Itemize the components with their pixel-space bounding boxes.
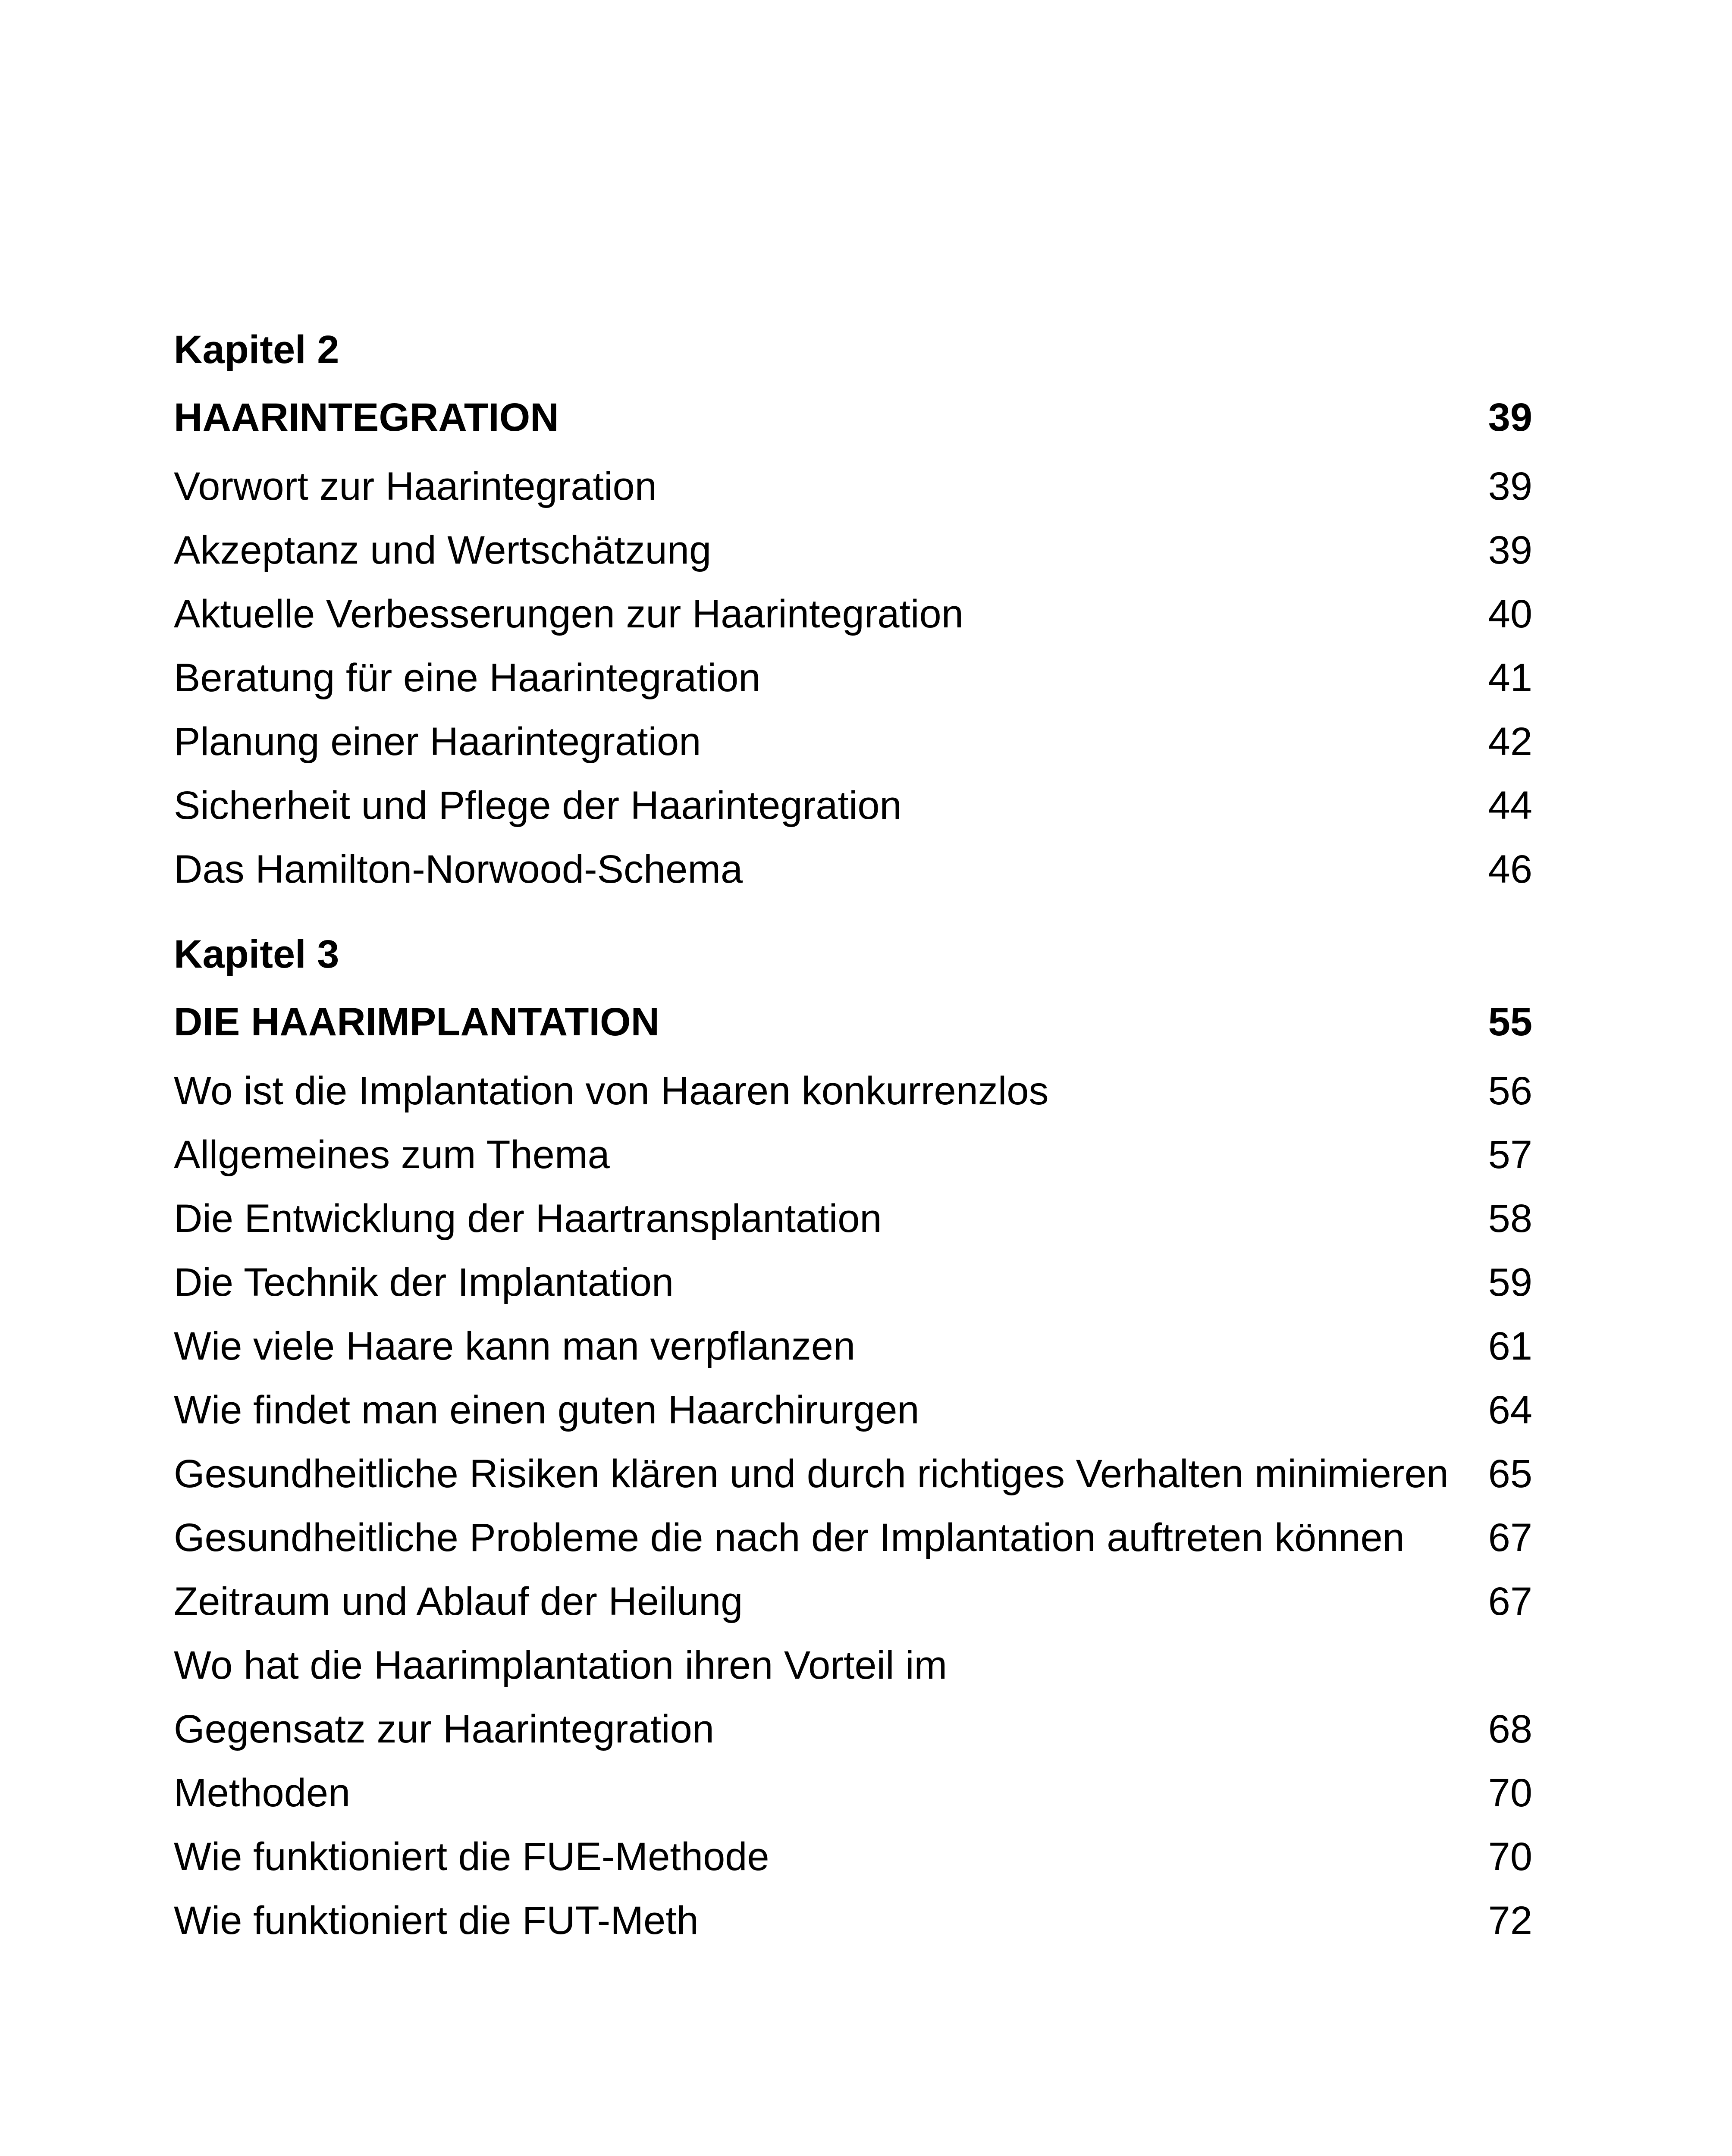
toc-entry-title: Akzeptanz und Wertschätzung [174,528,712,572]
toc-entry [174,646,1532,710]
toc-entry [174,1123,1532,1187]
chapter-3-section [174,924,1532,1952]
toc-entry-page: 59 [1488,1260,1532,1304]
chapter-heading [174,380,1532,454]
toc-entry-page: 40 [1488,592,1532,636]
toc-entry-page: 42 [1488,719,1532,764]
toc-entry-page: 39 [1488,528,1532,572]
chapter-2-section [174,319,1532,901]
toc-entry-page: 39 [1488,464,1532,508]
toc-entry-title: Wie funktioniert die FUT-Meth [174,1898,699,1943]
toc-entry [174,1506,1532,1570]
toc-entry-page: 72 [1488,1898,1532,1943]
toc-entry [174,774,1532,837]
toc-entry-page: 67 [1488,1515,1532,1560]
toc-entry [174,1825,1532,1889]
toc-entry-title: Planung einer Haarintegration [174,719,701,764]
toc-entry-title: Die Technik der Implantation [174,1260,674,1304]
toc-entry-page: 44 [1488,783,1532,827]
toc-entry-title: Wie funktioniert die FUE-Methode [174,1834,769,1879]
toc-entry-title: Allgemeines zum Thema [174,1132,610,1177]
chapter-heading-page: 55 [1488,1000,1532,1044]
chapter-heading [174,985,1532,1059]
chapter-label: Kapitel 3 [174,932,339,976]
toc-entry [174,1442,1532,1506]
chapter-heading-title: DIE HAARIMPLANTATION [174,1000,660,1044]
toc-entry-page: 41 [1488,655,1532,700]
toc-entry-title: Gegensatz zur Haarintegration [174,1707,714,1751]
toc-entry-title: Wie findet man einen guten Haarchirurgen [174,1388,919,1432]
toc-entry-title: Beratung für eine Haarintegration [174,655,761,700]
toc-entry-page: 46 [1488,847,1532,891]
toc-entry [174,1314,1532,1378]
toc-entry-title: Das Hamilton-Norwood-Schema [174,847,743,891]
toc-entry-title: Gesundheitliche Probleme die nach der Implantation auftreten können [174,1515,1405,1560]
toc-entry-title: Aktuelle Verbesserungen zur Haarintegration [174,592,963,636]
toc-entry [174,1889,1532,1952]
toc-entry-title: Gesundheitliche Risiken klären und durch richtiges Verhalten minimieren [174,1451,1449,1496]
chapter-heading-title: HAARINTEGRATION [174,395,559,439]
toc-entry [174,582,1532,646]
toc-entry [174,1187,1532,1250]
chapter-spacer [174,901,1532,924]
toc-entry [174,1570,1532,1633]
toc-entry [174,1697,1532,1761]
toc-entry-title: Wo ist die Implantation von Haaren konkurrenzlos [174,1069,1049,1113]
toc-entry-page: 61 [1488,1324,1532,1368]
toc-entry [174,1059,1532,1123]
toc-entry [174,1378,1532,1442]
chapter-label: Kapitel 2 [174,328,339,372]
toc-entry-title: Methoden [174,1771,351,1815]
toc-entry-title: Zeitraum und Ablauf der Heilung [174,1579,743,1623]
toc-entry-page: 68 [1488,1707,1532,1751]
toc-entry-page: 67 [1488,1579,1532,1623]
toc-entry [174,518,1532,582]
toc-entry-page: 70 [1488,1834,1532,1879]
toc-entry-title: Wie viele Haare kann man verpflanzen [174,1324,856,1368]
toc-entry-page: 64 [1488,1388,1532,1432]
toc-entry-title: Sicherheit und Pflege der Haarintegration [174,783,902,827]
chapter-heading-page: 39 [1488,395,1532,439]
toc-entry-page: 56 [1488,1069,1532,1113]
toc-entry [174,710,1532,774]
toc-entry-title: Vorwort zur Haarintegration [174,464,657,508]
toc-entry-page: 57 [1488,1132,1532,1177]
toc-entry-title: Wo hat die Haarimplantation ihren Vorteil im [174,1643,948,1687]
table-of-contents [174,319,1532,1952]
toc-entry [174,837,1532,901]
toc-entry-page: 65 [1488,1451,1532,1496]
toc-entry-page: 58 [1488,1196,1532,1241]
toc-entry-title: Die Entwicklung der Haartransplantation [174,1196,882,1241]
toc-entry [174,454,1532,518]
toc-entry-page: 70 [1488,1771,1532,1815]
toc-entry [174,1633,1532,1697]
toc-entry [174,1761,1532,1825]
toc-entry [174,1250,1532,1314]
